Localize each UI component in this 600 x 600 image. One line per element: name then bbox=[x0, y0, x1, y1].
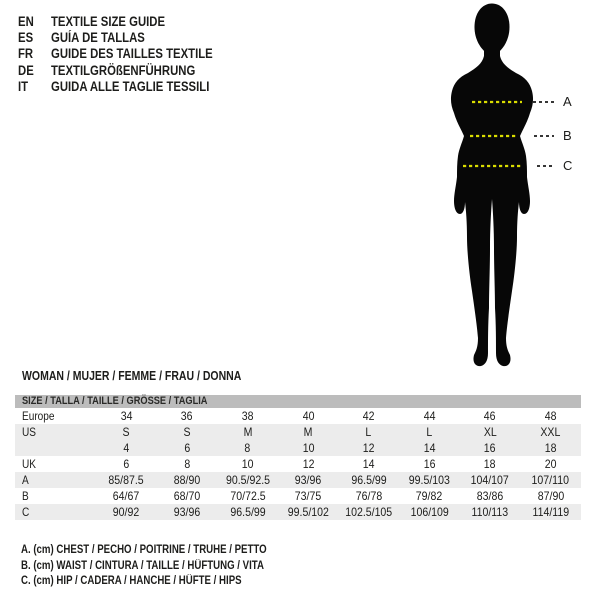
legend-waist: B. (cm) WAIST / CINTURA / TAILLE / HÜFTUNG / VITA bbox=[21, 559, 264, 572]
row-label: UK bbox=[22, 457, 37, 471]
language-title-list bbox=[18, 13, 244, 95]
guide-title: GUÍA DE TALLAS bbox=[51, 30, 145, 46]
measurement-legend bbox=[21, 543, 313, 590]
row-label: A bbox=[22, 473, 29, 487]
table-row-us-numeric: 4 6 8 10 12 14 16 18 bbox=[15, 440, 581, 456]
language-code: ES bbox=[18, 30, 34, 46]
size-table bbox=[15, 395, 581, 520]
language-code: FR bbox=[18, 46, 34, 62]
table-row-waist: B 64/67 68/70 70/72.5 73/75 76/78 79/82 83/86 87/90 bbox=[15, 488, 581, 504]
legend-chest: A. (cm) CHEST / PECHO / POITRINE / TRUHE / PETTO bbox=[21, 544, 267, 556]
language-code: IT bbox=[18, 79, 29, 95]
language-row bbox=[18, 79, 244, 95]
measure-label-b: B bbox=[563, 128, 572, 143]
row-label bbox=[15, 440, 96, 456]
measure-label-a: A bbox=[563, 94, 572, 109]
gender-heading: WOMAN / MUJER / FEMME / FRAU / DONNA bbox=[22, 369, 242, 383]
guide-title: TEXTILGRÖßENFÜHRUNG bbox=[51, 62, 196, 78]
row-label: C bbox=[22, 505, 30, 519]
woman-silhouette-figure bbox=[420, 0, 600, 380]
row-label: B bbox=[22, 489, 29, 503]
table-row-europe: Europe 34 36 38 40 42 44 46 48 bbox=[15, 408, 581, 424]
size-table-header: SIZE / TALLA / TAILLE / GRÖSSE / TAGLIA bbox=[15, 395, 581, 408]
row-label: Europe bbox=[22, 409, 55, 423]
table-row-uk: UK 6 8 10 12 14 16 18 20 bbox=[15, 456, 581, 472]
language-row bbox=[18, 62, 244, 78]
measure-label-c: C bbox=[563, 158, 573, 173]
row-label: US bbox=[22, 425, 37, 439]
guide-title: GUIDE DES TAILLES TEXTILE bbox=[51, 46, 213, 62]
table-row-us: US S S M M L L XL XXL bbox=[15, 424, 581, 440]
guide-title: TEXTILE SIZE GUIDE bbox=[51, 13, 166, 29]
language-row bbox=[18, 29, 244, 45]
legend-hip: C. (cm) HIP / CADERA / HANCHE / HÜFTE / HIPS bbox=[21, 575, 242, 587]
language-code: EN bbox=[18, 13, 34, 29]
table-row-chest: A 85/87.5 88/90 90.5/92.5 93/96 96.5/99 99.5/103 104/107 107/110 bbox=[15, 472, 581, 488]
guide-title: GUIDA ALLE TAGLIE TESSILI bbox=[51, 79, 210, 95]
table-row-hip: C 90/92 93/96 96.5/99 99.5/102 102.5/105 106/109 110/113 114/119 bbox=[15, 504, 581, 520]
language-code: DE bbox=[18, 62, 34, 78]
language-row bbox=[18, 13, 244, 29]
language-row bbox=[18, 46, 244, 62]
